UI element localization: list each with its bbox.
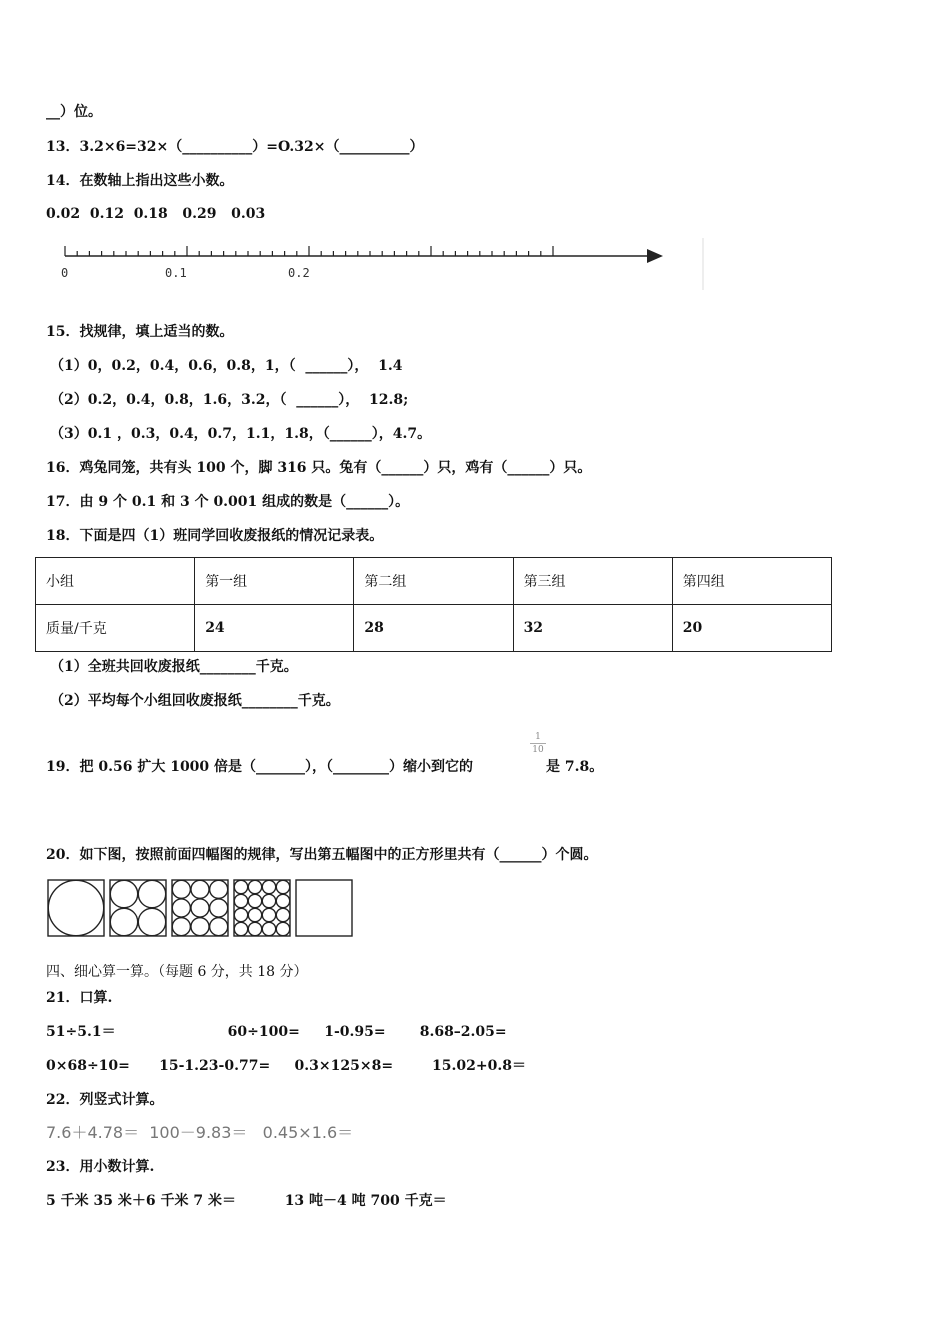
question-18-1: （1）全班共回收废报纸________千克。 — [50, 659, 298, 675]
question-21: 21．口算. — [46, 990, 113, 1006]
pattern-circle — [234, 880, 247, 893]
table-cell: 第四组 — [672, 558, 831, 605]
table-cell: 32 — [513, 605, 672, 652]
pattern-circle — [262, 908, 275, 921]
table-cell: 24 — [195, 605, 354, 652]
table-row — [36, 605, 832, 652]
question-13: 13．3.2×6=32×（__________）=O.32×（__________） — [46, 139, 424, 155]
pattern-circle — [210, 880, 228, 898]
pattern-circle — [248, 880, 261, 893]
number-line-label-0: 0 — [61, 266, 69, 280]
number-line-arrow — [647, 249, 663, 263]
pattern-circle — [138, 908, 165, 935]
fraction-one-tenth — [530, 732, 546, 755]
prev-question-tail: __）位。 — [46, 104, 102, 120]
pattern-circle — [110, 880, 137, 907]
pattern-circle — [234, 894, 247, 907]
fraction-denominator: 10 — [532, 745, 544, 755]
pattern-circle — [191, 880, 209, 898]
pattern-circle — [262, 922, 275, 935]
pattern-circle — [276, 908, 289, 921]
question-16: 16．鸡兔同笼，共有头 100 个，脚 316 只。兔有（______）只，鸡有（______）只。 — [46, 460, 592, 476]
number-line-label-0.2: 0.2 — [288, 266, 310, 280]
fraction-numerator: 1 — [535, 732, 541, 742]
table-cell: 第二组 — [354, 558, 513, 605]
question-14-numbers: 0.02 0.12 0.18 0.29 0.03 — [46, 206, 266, 222]
pattern-circle — [234, 908, 247, 921]
table-cell: 小组 — [36, 558, 195, 605]
pattern-circle — [248, 922, 261, 935]
pattern-circle — [110, 908, 137, 935]
question-15-3: （3）0.1 ，0.3，0.4，0.7，1.1，1.8，（______），4.7。 — [50, 426, 432, 442]
pattern-circle — [248, 894, 261, 907]
table-cell: 质量/千克 — [36, 605, 195, 652]
pattern-circle — [172, 918, 190, 936]
pattern-square — [296, 880, 352, 936]
question-15: 15．找规律，填上适当的数。 — [46, 324, 234, 340]
table-cell: 第三组 — [513, 558, 672, 605]
question-20: 20．如下图，按照前面四幅图的规律，写出第五幅图中的正方形里共有（______）个圆。 — [46, 847, 598, 863]
pattern-circle — [48, 880, 103, 935]
question-23-row-1: 5 千米 35 米＋6 千米 7 米＝ 13 吨－4 吨 700 千克＝ — [46, 1193, 447, 1209]
pattern-circle — [172, 880, 190, 898]
question-23: 23．用小数计算. — [46, 1159, 155, 1175]
table-cell: 第一组 — [195, 558, 354, 605]
pattern-circle — [172, 899, 190, 917]
pattern-circle — [262, 894, 275, 907]
section-4-title: 四、细心算一算。（每题 6 分，共 18 分） — [46, 964, 308, 980]
number-line — [55, 236, 715, 292]
pattern-circle — [210, 918, 228, 936]
pattern-circle — [276, 894, 289, 907]
question-15-2: （2）0.2，0.4，0.8，1.6，3.2，（ ______）， 12.8; — [50, 392, 409, 408]
question-18: 18．下面是四（1）班同学回收废报纸的情况记录表。 — [46, 528, 384, 544]
pattern-square — [172, 880, 228, 936]
number-line-label-0.1: 0.1 — [165, 266, 187, 280]
question-14: 14．在数轴上指出这些小数。 — [46, 173, 234, 189]
table-cell: 28 — [354, 605, 513, 652]
question-19: 19．把 0.56 扩大 1000 倍是（_______），（________）缩小到它的 — [46, 759, 474, 775]
table-header-row — [36, 558, 832, 605]
question-21-row-1: 51÷5.1＝ 60÷100= 1-0.95= 8.68–2.05= — [46, 1024, 507, 1040]
question-19-end: 是 7.8。 — [546, 759, 604, 775]
number-line-ticks — [65, 246, 553, 256]
pattern-circle — [276, 880, 289, 893]
question-22: 22．列竖式计算。 — [46, 1092, 164, 1108]
pattern-circle — [191, 918, 209, 936]
table-cell: 20 — [672, 605, 831, 652]
question-21-row-2: 0×68÷10= 15-1.23-0.77= 0.3×125×8= 15.02+0.8＝ — [46, 1058, 526, 1074]
pattern-circle — [234, 922, 247, 935]
question-18-2: （2）平均每个小组回收废报纸________千克。 — [50, 693, 340, 709]
record-table — [35, 557, 832, 652]
pattern-circle — [248, 908, 261, 921]
pattern-circle — [210, 899, 228, 917]
pattern-circle — [262, 880, 275, 893]
circle-pattern-figure — [46, 878, 356, 940]
pattern-square — [110, 880, 166, 936]
question-17: 17．由 9 个 0.1 和 3 个 0.001 组成的数是（______）。 — [46, 494, 410, 510]
pattern-circle — [276, 922, 289, 935]
question-22-expressions: 7.6＋4.78＝ 100－9.83＝ 0.45×1.6＝ — [46, 1123, 354, 1142]
pattern-circle — [191, 899, 209, 917]
question-15-1: （1）0，0.2，0.4，0.6，0.8，1，（ ______）， 1.4 — [50, 358, 403, 374]
pattern-circle — [138, 880, 165, 907]
